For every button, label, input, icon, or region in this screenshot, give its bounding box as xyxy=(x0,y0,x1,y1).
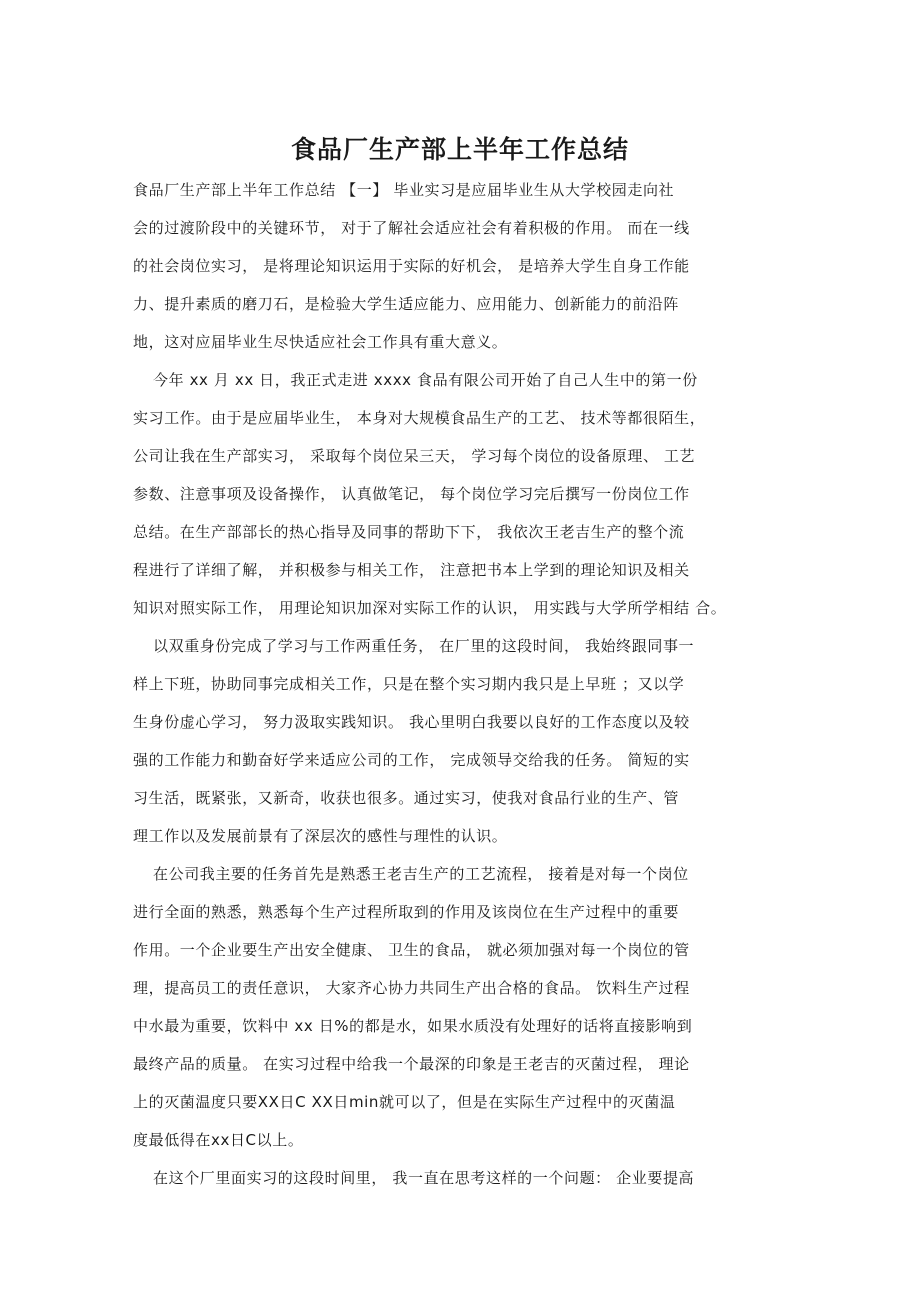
text-line: 总结。在生产部部长的热心指导及同事的帮助下下， 我依次王老吉生产的整个流 xyxy=(133,523,685,541)
text-line: 力、提升素质的磨刀石，是检验大学生适应能力、应用能力、创新能力的前沿阵 xyxy=(133,295,680,313)
text-line: 习生活，既紧张，又新奇，收获也很多。通过实习，使我对食品行业的生产、管 xyxy=(133,789,680,807)
text-line: 中水最为重要，饮料中 xx 日%的都是水，如果水质没有处理好的话将直接影响到 xyxy=(133,1017,693,1035)
text-line: 地，这对应届毕业生尽快适应社会工作具有重大意义。 xyxy=(133,333,508,351)
text-line: 进行全面的熟悉，熟悉每个生产过程所取到的作用及该岗位在生产过程中的重要 xyxy=(133,903,680,921)
text-line: 公司让我在生产部实习， 采取每个岗位呆三天， 学习每个岗位的设备原理、 工艺 xyxy=(133,447,696,465)
text-line: 食品厂生产部上半年工作总结 【一】 毕业实习是应届毕业生从大学校园走向社 xyxy=(133,181,675,199)
text-line: 度最低得在xx日C以上。 xyxy=(133,1131,304,1149)
text-line: 的社会岗位实习， 是将理论知识运用于实际的好机会， 是培养大学生自身工作能 xyxy=(133,257,690,275)
text-line: 参数、注意事项及设备操作， 认真做笔记， 每个岗位学习完后撰写一份岗位工作 xyxy=(133,485,690,503)
text-line: 实习工作。由于是应届毕业生， 本身对大规模食品生产的工艺、 技术等都很陌生， xyxy=(133,409,706,427)
text-line: 最终产品的质量。 在实习过程中给我一个最深的印象是王老吉的灭菌过程， 理论 xyxy=(133,1055,690,1073)
text-line: 样上下班，协助同事完成相关工作，只是在整个实习期内我只是上早班 ；又以学 xyxy=(133,675,685,693)
document-title: 食品厂生产部上半年工作总结 xyxy=(290,135,629,164)
text-line: 理工作以及发展前景有了深层次的感性与理性的认识。 xyxy=(133,827,508,845)
text-line: 作用。一个企业要生产出安全健康、 卫生的食品， 就必须加强对每一个岗位的管 xyxy=(133,941,690,959)
text-line: 上的灭菌温度只要XX日C XX日min就可以了，但是在实际生产过程中的灭菌温 xyxy=(133,1093,676,1111)
text-line: 在公司我主要的任务首先是熟悉王老吉生产的工艺流程， 接着是对每一个岗位 xyxy=(153,865,689,883)
text-line: 程进行了详细了解， 并积极参与相关工作， 注意把书本上学到的理论知识及相关 xyxy=(133,561,690,579)
text-line: 在这个厂里面实习的这段时间里， 我一直在思考这样的一个问题： 企业要提高 xyxy=(153,1169,695,1187)
text-line: 以双重身份完成了学习与工作两重任务， 在厂里的这段时间， 我始终跟同事一 xyxy=(153,637,695,655)
text-line: 理，提高员工的责任意识， 大家齐心协力共同生产出合格的食品。 饮料生产过程 xyxy=(133,979,690,997)
text-line: 生身份虚心学习， 努力汲取实践知识。 我心里明白我要以良好的工作态度以及较 xyxy=(133,713,690,731)
text-line: 知识对照实际工作， 用理论知识加深对实际工作的认识， 用实践与大学所学相结 合。 xyxy=(133,599,727,617)
text-line: 会的过渡阶段中的关键环节， 对于了解社会适应社会有着积极的作用。 而在一线 xyxy=(133,219,690,237)
text-line: 强的工作能力和勤奋好学来适应公司的工作， 完成领导交给我的任务。 简短的实 xyxy=(133,751,690,769)
text-line: 今年 xx 月 xx 日，我正式走进 xxxx 食品有限公司开始了自己人生中的第一份 xyxy=(153,371,698,389)
